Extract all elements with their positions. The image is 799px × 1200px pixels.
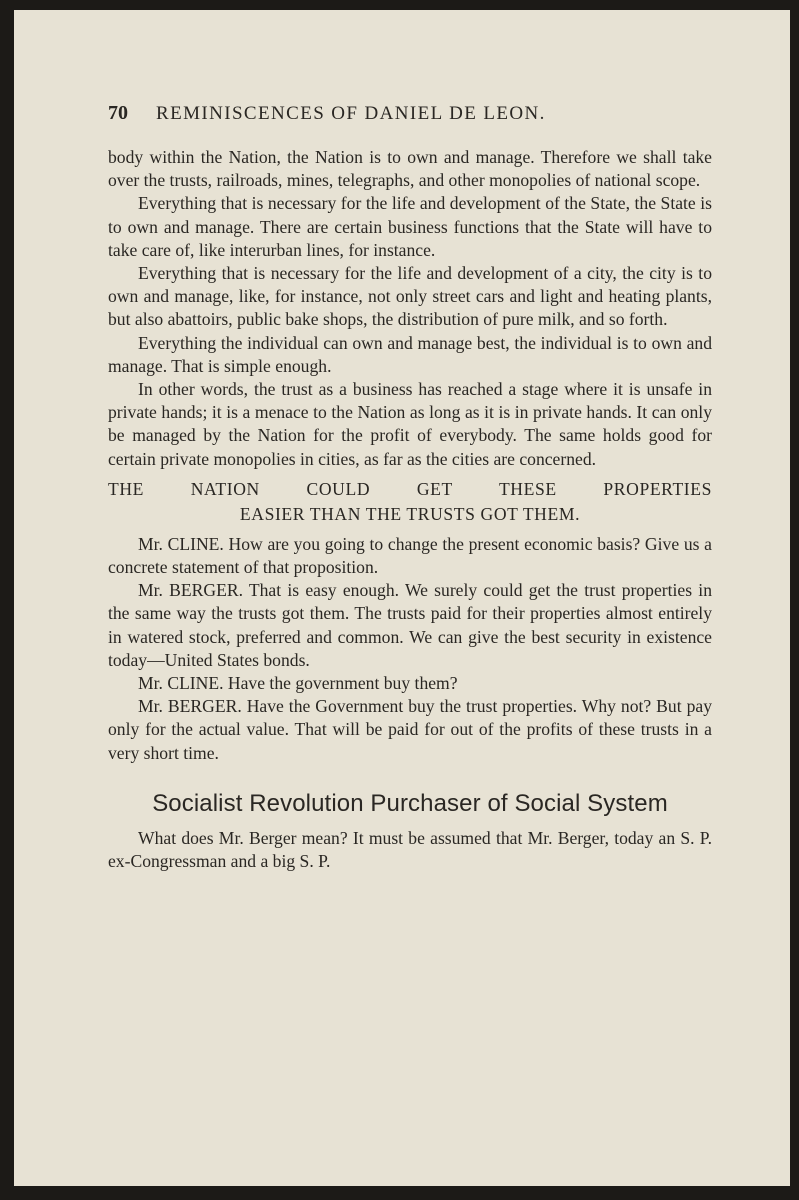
paragraph: Mr. BERGER. That is easy enough. We surely could get the trust properties in the same way the trusts got them. The trusts paid for their properties almost entirely in watered stock, preferred and common. We can give the best security in existence today—United States bonds. (108, 580, 712, 670)
paragraph: In other words, the trust as a business has reached a stage where it is unsafe in private hands; it is a menace to the Nation as long as it is in private hands. It can only be managed by the Nation for the profit of everybody. The same holds good for certain private monopolies in cities, as far as the cities are concerned. (108, 379, 712, 469)
paragraph: Mr. CLINE. Have the government buy them? (138, 673, 458, 694)
sub-heading-line-2: EASIER THAN THE TRUSTS GOT THEM. (239, 503, 581, 524)
paragraph: Everything the individual can own and manage best, the individual is to own and manage. That is simple enough. (108, 332, 712, 376)
paragraph: What does Mr. Berger mean? It must be assumed that Mr. Berger, today an S. P. ex-Congressman and a big S. P. (108, 827, 712, 872)
paragraph: Everything that is necessary for the life and development of a city, the city is to own and manage, like, for instance, not only street cars and light and heating plants, but also abattoirs, public bake shops, the distribution of pure milk, and so forth. (108, 263, 712, 330)
paragraph: body within the Nation, the Nation is to own and manage. Therefore we shall take over the trusts, railroads, mines, telegraphs, and other monopolies of national scope. (108, 147, 712, 191)
sub-heading-line-1: THE NATION COULD GET THESE PROPERTIES (108, 478, 712, 499)
paragraph: Mr. CLINE. How are you going to change the present economic basis? Give us a concrete statement of that proposition. (108, 533, 712, 578)
paragraph: Everything that is necessary for the life and development of the State, the State is to own and manage. There are certain business functions that the State will have to take care of, like interurban lines, for instance. (108, 193, 712, 260)
page-content (108, 102, 712, 873)
book-page (14, 10, 790, 1186)
page-header (108, 102, 712, 136)
running-head: REMINISCENCES OF DANIEL DE LEON. (156, 103, 546, 124)
section-heading: Socialist Revolution Purchaser of Social System (152, 789, 668, 817)
paragraph: Mr. BERGER. Have the Government buy the trust properties. Why not? But pay only for the actual value. That will be paid for out of the profits of these trusts in a very short time. (108, 696, 712, 763)
sub-heading (108, 477, 712, 527)
page-number: 70 (108, 102, 128, 124)
